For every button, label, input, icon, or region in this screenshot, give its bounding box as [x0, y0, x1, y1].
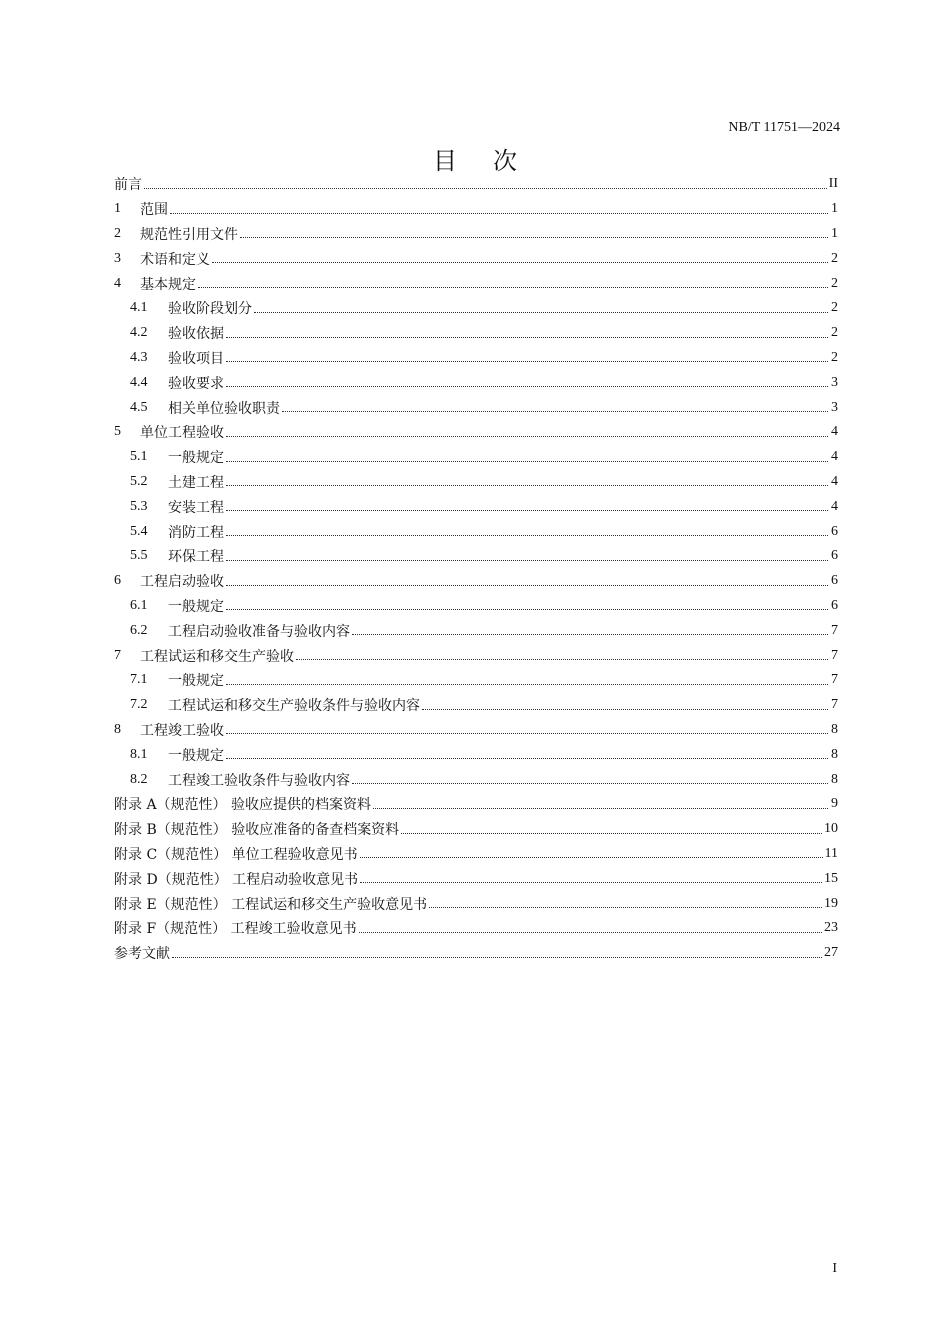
toc-entry-number: 4.4: [130, 374, 148, 390]
toc-entry-label: 工程竣工验收: [140, 722, 224, 739]
toc-entry[interactable]: [114, 842, 838, 867]
toc-leader-dots: [212, 262, 828, 263]
toc-entry-page: 6: [831, 597, 838, 613]
toc-entry-page: 10: [824, 821, 838, 837]
toc-entry-page: 2: [831, 250, 838, 266]
toc-entry-label: 验收要求: [168, 375, 224, 392]
toc-entry-page: 8: [831, 721, 838, 737]
toc-entry[interactable]: [114, 470, 838, 495]
toc-entry-page: 8: [831, 771, 838, 787]
toc-entry-label: 一般规定: [168, 747, 224, 764]
toc-leader-dots: [422, 709, 828, 710]
toc-entry-number: 4.3: [130, 349, 148, 365]
toc-entry-page: 11: [824, 845, 838, 861]
toc-entry-page: 7: [831, 697, 838, 713]
toc-leader-dots: [401, 833, 822, 834]
toc-entry-number: 6: [114, 573, 121, 589]
toc-entry-page: 4: [831, 449, 838, 465]
toc-entry-label: 范围: [140, 202, 168, 219]
toc-entry-page: 15: [824, 870, 838, 886]
toc-entry[interactable]: [114, 767, 838, 792]
page-title: 目次: [433, 147, 553, 175]
toc-entry-label: 术语和定义: [140, 251, 210, 268]
toc-entry[interactable]: [114, 742, 838, 767]
toc-entry-page: 2: [831, 300, 838, 316]
toc-entry-label: 验收项目: [168, 350, 224, 367]
toc-entry-number: 4.1: [130, 300, 148, 316]
toc-entry[interactable]: [114, 197, 838, 222]
toc-entry[interactable]: [114, 346, 838, 371]
toc-entry-number: 5.5: [130, 548, 148, 564]
toc-entry[interactable]: [114, 271, 838, 296]
toc-entry-page: 1: [831, 225, 838, 241]
toc-entry-label: 附录 B（规范性） 验收应准备的备查档案资料: [114, 822, 400, 839]
toc-entry-label: 一般规定: [168, 598, 224, 615]
toc-entry-number: 7: [114, 647, 121, 663]
toc-entry[interactable]: [114, 321, 838, 346]
toc-leader-dots: [226, 733, 828, 734]
toc-entry[interactable]: [114, 494, 838, 519]
toc-entry-number: 5: [114, 424, 121, 440]
toc-entry-page: 3: [831, 374, 838, 390]
toc-entry-number: 5.1: [130, 449, 148, 465]
toc-entry-label: 参考文献: [114, 946, 170, 963]
toc-entry-number: 8.2: [130, 771, 148, 787]
toc-leader-dots: [226, 758, 828, 759]
toc-leader-dots: [226, 585, 828, 586]
toc-entry[interactable]: [114, 817, 838, 842]
toc-entry-number: 7.1: [130, 672, 148, 688]
toc-entry-label: 工程试运和移交生产验收: [140, 648, 294, 665]
toc-leader-dots: [226, 461, 828, 462]
toc-entry-page: 4: [831, 498, 838, 514]
toc-leader-dots: [282, 411, 828, 412]
toc-entry-number: 6.1: [130, 597, 148, 613]
toc-entry-page: 3: [831, 399, 838, 415]
toc-entry-page: 6: [831, 523, 838, 539]
toc-entry-number: 5.4: [130, 523, 148, 539]
toc-entry-label: 单位工程验收: [140, 425, 224, 442]
toc-entry[interactable]: [114, 693, 838, 718]
toc-entry-number: 2: [114, 225, 121, 241]
toc-entry-page: 2: [831, 275, 838, 291]
toc-leader-dots: [360, 882, 822, 883]
document-code: NB/T 11751—2024: [728, 120, 840, 135]
toc-leader-dots: [359, 932, 822, 933]
toc-entry-label: 附录 C（规范性） 单位工程验收意见书: [114, 846, 358, 863]
toc-entry-label: 前言: [114, 177, 142, 194]
toc-entry-number: 6.2: [130, 622, 148, 638]
toc-entry-label: 一般规定: [168, 673, 224, 690]
toc-entry[interactable]: [114, 370, 838, 395]
toc-entry[interactable]: [114, 519, 838, 544]
toc-entry-label: 基本规定: [140, 276, 196, 293]
toc-leader-dots: [226, 436, 828, 437]
toc-leader-dots: [226, 361, 828, 362]
toc-entry-page: 6: [831, 573, 838, 589]
toc-entry-label: 工程竣工验收条件与验收内容: [168, 772, 350, 789]
toc-entry[interactable]: [114, 544, 838, 569]
toc-leader-dots: [360, 857, 823, 858]
toc-leader-dots: [254, 312, 828, 313]
toc-leader-dots: [226, 684, 828, 685]
toc-entry-page: 2: [831, 349, 838, 365]
toc-leader-dots: [226, 510, 828, 511]
toc-leader-dots: [226, 609, 828, 610]
toc-entry-page: 7: [831, 622, 838, 638]
toc-entry-page: 27: [824, 945, 838, 961]
toc-leader-dots: [226, 337, 828, 338]
toc-leader-dots: [352, 634, 828, 635]
toc-entry[interactable]: [114, 941, 838, 966]
toc-entry-page: 6: [831, 548, 838, 564]
toc-entry[interactable]: [114, 668, 838, 693]
toc-leader-dots: [198, 287, 828, 288]
toc-entry[interactable]: [114, 222, 838, 247]
toc-entry-label: 附录 A（规范性） 验收应提供的档案资料: [114, 797, 372, 814]
toc-leader-dots: [172, 957, 822, 958]
toc-entry-label: 土建工程: [168, 474, 224, 491]
toc-entry[interactable]: [114, 618, 838, 643]
table-of-contents: [114, 172, 838, 966]
toc-leader-dots: [226, 535, 828, 536]
toc-leader-dots: [226, 560, 828, 561]
page-number: I: [832, 1261, 837, 1276]
toc-entry[interactable]: [114, 246, 838, 271]
toc-entry[interactable]: [114, 866, 838, 891]
toc-entry-label: 安装工程: [168, 499, 224, 516]
toc-entry[interactable]: [114, 296, 838, 321]
toc-entry-label: 消防工程: [168, 524, 224, 541]
toc-leader-dots: [170, 213, 828, 214]
toc-entry-number: 3: [114, 250, 121, 266]
toc-entry-number: 4.5: [130, 399, 148, 415]
toc-entry-label: 相关单位验收职责: [168, 400, 280, 417]
toc-entry-page: 9: [831, 796, 838, 812]
toc-entry[interactable]: [114, 792, 838, 817]
toc-entry-number: 7.2: [130, 697, 148, 713]
toc-leader-dots: [226, 386, 828, 387]
toc-entry[interactable]: [114, 420, 838, 445]
toc-entry-number: 8: [114, 721, 121, 737]
toc-entry-label: 附录 F（规范性） 工程竣工验收意见书: [114, 921, 357, 938]
toc-entry-number: 1: [114, 201, 121, 217]
toc-entry[interactable]: [114, 891, 838, 916]
toc-entry[interactable]: [114, 395, 838, 420]
toc-entry-label: 验收阶段划分: [168, 301, 252, 318]
toc-leader-dots: [226, 485, 828, 486]
toc-entry-label: 环保工程: [168, 549, 224, 566]
toc-entry-page: 4: [831, 424, 838, 440]
toc-entry-number: 8.1: [130, 746, 148, 762]
toc-entry-label: 规范性引用文件: [140, 226, 238, 243]
toc-entry[interactable]: [114, 172, 838, 197]
toc-entry-label: 附录 E（规范性） 工程试运和移交生产验收意见书: [114, 896, 428, 913]
toc-entry-page: 23: [824, 920, 838, 936]
toc-entry[interactable]: [114, 569, 838, 594]
toc-entry-page: 1: [831, 201, 838, 217]
toc-entry-page: 7: [831, 647, 838, 663]
toc-entry-page: 8: [831, 746, 838, 762]
toc-entry-label: 附录 D（规范性） 工程启动验收意见书: [114, 871, 359, 888]
toc-entry-number: 5.3: [130, 498, 148, 514]
toc-entry[interactable]: [114, 445, 838, 470]
toc-entry-number: 4.2: [130, 325, 148, 341]
toc-entry[interactable]: [114, 594, 838, 619]
toc-leader-dots: [373, 808, 828, 809]
toc-entry-label: 验收依据: [168, 326, 224, 343]
toc-entry-page: II: [828, 176, 838, 192]
toc-leader-dots: [240, 237, 828, 238]
toc-entry-label: 工程启动验收准备与验收内容: [168, 623, 350, 640]
toc-entry[interactable]: [114, 643, 838, 668]
toc-leader-dots: [144, 188, 827, 189]
toc-entry-number: 5.2: [130, 473, 148, 489]
toc-entry-label: 一般规定: [168, 450, 224, 467]
toc-leader-dots: [352, 783, 828, 784]
toc-entry-page: 7: [831, 672, 838, 688]
toc-entry-label: 工程启动验收: [140, 574, 224, 591]
toc-entry-page: 19: [824, 895, 838, 911]
toc-entry-number: 4: [114, 275, 121, 291]
toc-entry-page: 2: [831, 325, 838, 341]
toc-leader-dots: [429, 907, 822, 908]
toc-entry-page: 4: [831, 473, 838, 489]
toc-entry[interactable]: [114, 718, 838, 743]
toc-leader-dots: [296, 659, 828, 660]
toc-entry[interactable]: [114, 916, 838, 941]
toc-entry-label: 工程试运和移交生产验收条件与验收内容: [168, 698, 420, 715]
